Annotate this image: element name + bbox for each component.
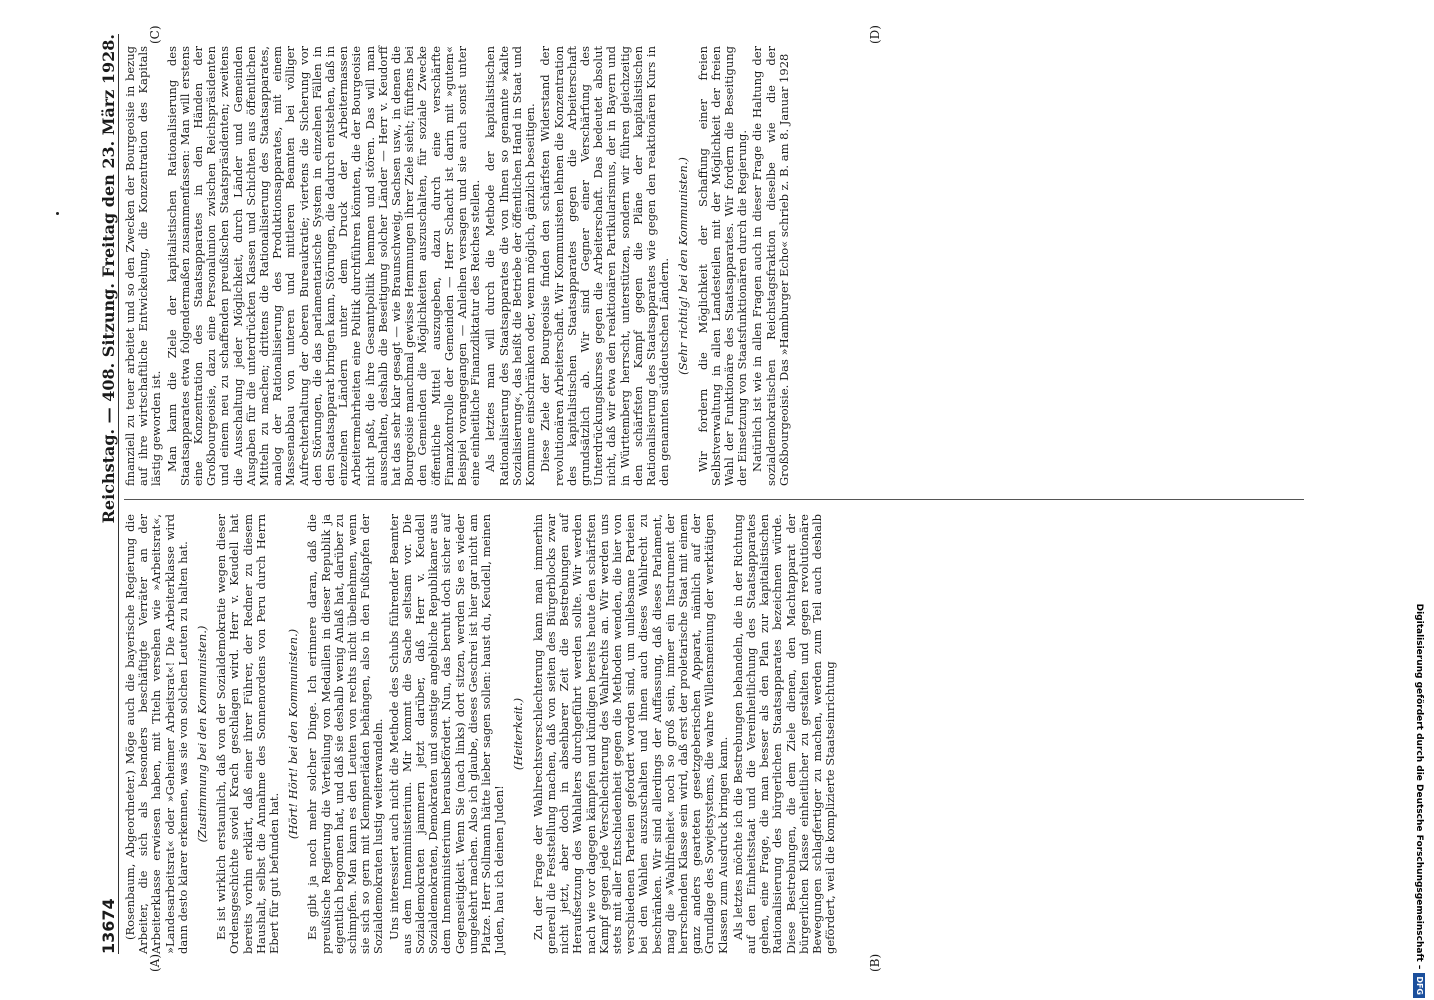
interjection: (Zustimmung bei den Kommunisten.)	[195, 625, 210, 843]
paragraph: Als letztes möchte ich die Bestrebungen behandeln, die in der Richtung auf den Einheitsstaat und die Vereinheitlichung des Staatsapparates gehen, eine Frage, die man besser als den Plan zur kapitalistischen Rationalisierung des bürgerlichen Staatsapparates bezeichnen würde. Diese Bestrebungen, die dem Ziele dienen, den Machtapparat der bürgerlichen Klasse einheitlicher zu gestalten und gegen revolutionäre Bewegungen schlagfertiger zu machen, werden zum Teil auch deshalb gefördert, weil die komplizierte Staatseinrichtung	[730, 514, 838, 954]
paragraph: Uns interessiert auch nicht die Methode des Schubs führender Beamter aus dem Innenministerium. Mir kommt die Sache seltsam vor. Die Sozialdemokraten jammern jetzt darüber, daß Herr v. Keudell Sozialdemokraten, Demokraten und sonstige angebliche Republikaner aus dem Innenministerium herausbefördert. Nun, das beruht doch sicher auf Gegenseitigkeit. Wenn Sie (nach links) dort sitzen, werden Sie es wieder umgekehrt machen. Also ich glaube, dieses Geschrei ist hier gar nicht am Platze. Herr Sollmann hätte lieber sagen sollen: haust du, Keudell, meinen Juden, hau ich deinen Juden!	[386, 514, 507, 954]
margin-mark-d: (D)	[868, 25, 882, 44]
rotated-page	[88, 24, 1338, 972]
page-content	[88, 24, 1338, 972]
paragraph: Als letztes man will durch die Methode der kapitalistischen Rationalisierung des Staatsapparates die von Ihnen so genannte »kalte Sozialisierung«, das heißt die Betriebe der öffentlichen Hand in Staat und Kommune einschränken oder, wenn möglich, gänzlich beseitigen.	[483, 46, 538, 486]
paragraph: Es gibt ja noch mehr solcher Dinge. Ich erinnere daran, daß die preußische Regierung die Verteilung von Medaillen in dieser Republik ja eigentlich begonnen hat, und daß sie deshalb wenig Anlaß hat, darüber zu schimpfen. Man kann es den Leuten von rechts nicht übelnehmen, wenn sie sich so gern mit Klempnerläden behängen, also in den Fußtapfen der Sozialdemokraten lustig weiterwandeln.	[305, 514, 386, 954]
interjection: (Heiterkeit.)	[511, 697, 526, 771]
paragraph: Es ist wirklich erstaunlich, daß von der Sozialdemokratie wegen dieser Ordensgeschichte soviel Krach geschlagen wird. Herr v. Keudell hat bereits vorhin erklärt, daß einer ihrer Führer, der Redner zu diesem Haushalt, selbst die Annahme des Sonnenordens von Peru durch Herrn Ebert für gut befunden hat.	[214, 514, 282, 954]
interjection: (Hört! Hört! bei den Kommunisten.)	[286, 628, 301, 840]
margin-mark-a: (A)	[148, 953, 162, 972]
margin-mark-c: (C)	[148, 25, 162, 44]
paragraph: Diese Ziele der Bourgeoisie finden den schärfsten Widerstand der revolutionären Arbeiterschaft. Wir Kommunisten lehnen die Konzentration des kapitalistischen Staatsapparates gegen die Arbeiterschaft grundsätzlich ab. Wir sind Gegner einer Verschärfung des Unterdrückungskurses gegen die Arbeiterschaft. Das bedeutet absolut nicht, daß wir etwa den reaktionären Partikularismus, der in Bayern und in Württemberg herrscht, unterstützen, sondern wir führen gleichzeitig den schärfsten Kampf gegen die Pläne der kapitalistischen Rationalisierung des Staatsapparates wie gegen den reaktionären Kurs in den genannten süddeutschen Ländern.	[538, 46, 672, 486]
column-divider	[124, 499, 1304, 500]
paragraph: finanziell zu teuer arbeitet und so den Zwecken der Bourgeoisie in bezug auf ihre wirtschaftliche Entwickelung, die Konzentration des Kapitals lästig geworden ist.	[123, 46, 164, 486]
credit-strip	[1408, 8, 1430, 998]
page-title: Reichstag. — 408. Sitzung. Freitag den 23. März 1928.	[99, 34, 118, 524]
margin-mark-b: (B)	[868, 953, 882, 972]
paragraph: Zu der Frage der Wahlrechtsverschlechterung kann man immerhin generell die Feststellung machen, daß von seiten des Bürgerblocks zwar nicht jetzt, aber doch in absehbarer Zeit die Bestrebungen auf Heraufsetzung des Wahlalters durchgeführt werden sollte. Wir werden nach wie vor dagegen kämpfen und kündigen bereits heute den schärfsten Kampf gegen jede Verschlechterung des Wahlrechts an. Wir werden uns stets mit aller Entschiedenheit gegen die Methoden wenden, die hier von verschiedenen Parteien gefordert worden sind, um unliebsame Parteien bei den Wahlen auszuschalten und ihnen auch dieses Wahlrecht zu beschränken. Wir sind allerdings der Auffassung, daß dieses Parlament, mag die »Wahlfreiheit« noch so groß sein, immer ein Instrument der herrschenden Klasse sein wird, daß erst der proletarische Staat mit einem ganz anders gearteten gesetzgeberischen Apparat, nämlich auf der Grundlage des Sowjetsystems, die wahre Willensmeinung der werktätigen Klassen zum Ausdruck bringen kann.	[530, 514, 730, 954]
page-header	[88, 34, 119, 954]
paragraph: Man kann die Ziele der kapitalistischen Rationalisierung des Staatsapparates etwa folgendermaßen zusammenfassen: Man will erstens eine Konzentration des Staatsapparates in den Händen der Großbourgeoisie, dazu eine Personalunion zwischen Reichspräsidenten und einem neu zu schaffenden preußischen Staatspräsidenten; zweitens die Ausschaltung jeder Möglichkeit, durch Länder und Gemeinden Ausgaben für die unterdrückten Klassen und Schichten aus öffentlichen Mitteln zu machen; drittens die Rationalisierung des Staatsapparates, analog der Rationalisierung des Produktionsapparates, mit einem Massenabbau von unteren und mittleren Beamten bei völliger Aufrechterhaltung der oberen Bureaukratie; viertens die Sicherung vor den Störungen, die das parlamentarische System in einzelnen Fällen in den Staatsapparat bringen kann, Störungen, die dadurch entstehen, daß in einzelnen Ländern unter dem Druck der Arbeitermassen Arbeitermehrheiten eine Politik durchführen könnten, die der Bourgeoisie nicht paßt, die ihre Gesamtpolitik hemmen und stören. Das will man ausschalten, deshalb die Beseitigung solcher Länder — Herr v. Keudorff hat das sehr klar gesagt — wie Braunschweig, Sachsen usw., in denen die Bourgeoisie manchmal gewisse Hemmungen ihrer Ziele sieht; fünftens bei den Gemeinden die Möglichkeiten auszuschalten, für soziale Zwecke öffentliche Mittel auszugeben, dazu durch eine verschärfte Finanzkontrolle der Gemeinden — Herr Schacht ist darin mit »gutem« Beispiel vorangegangen — Anleihen versagen und sie auch sonst unter eine einheitliche Finanzdiktatur des Reiches stellen.	[164, 46, 483, 486]
dfg-logo: DFG	[1413, 973, 1425, 998]
paragraph: (Rosenbaum, Abgeordneter.) Möge auch die bayerische Regierung die Arbeiter, die sich als besonders beschäftigte Verräter an der Arbeiterklasse erwiesen haben, mit Titeln versehen wie »Arbeitsrat«, »Landesarbeitsrat« oder »Geheimer Arbeitsrat«! Die Arbeiterklasse wird dann desto klarer erkennen, was sie von solchen Leuten zu halten hat.	[123, 514, 190, 954]
left-column	[124, 514, 839, 954]
credit-text: Digitalisierung gefördert durch die Deutsche Forschungsgemeinschaft –	[1414, 603, 1424, 970]
paragraph: Natürlich ist wie in allen Fragen auch in dieser Frage die Haltung der sozialdemokratischen Reichstagsfraktion dieselbe wie die der Großbourgeoisie. Das »Hamburger Echo« schrieb z. B. am 8. Januar 1928	[750, 46, 791, 486]
paragraph: Wir fordern die Möglichkeit der Schaffung einer freien Selbstverwaltung in allen Landesteilen mit der Möglichkeit der freien Wahl der Funktionäre des Staatsapparates. Wir fordern die Beseitigung der Einsetzung von Staatsfunktionären durch die Regierung.	[695, 46, 750, 486]
right-column	[124, 46, 793, 486]
page-number: 13674	[99, 898, 118, 954]
credit-text-wrap	[1408, 8, 1430, 998]
interjection: (Sehr richtig! bei den Kommunisten.)	[676, 157, 691, 375]
scan-speck	[56, 212, 59, 215]
